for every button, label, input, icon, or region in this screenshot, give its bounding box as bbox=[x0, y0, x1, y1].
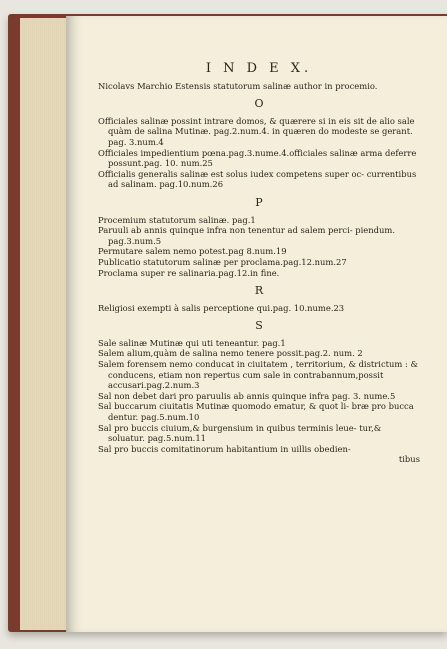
index-entry: Proclama super re salinaria.pag.12.in fine. bbox=[98, 267, 280, 278]
section-letter: P bbox=[255, 195, 263, 209]
section-letter: R bbox=[254, 284, 264, 298]
index-entry: Sal buccarum ciuitatis Mutinæ quomodo ematur, & quot li- bræ pro bucca dentur. pag.5.num.10 bbox=[98, 401, 414, 423]
index-entry: Sale salinæ Mutinæ qui uti teneantur. pag.1 bbox=[98, 337, 286, 348]
section-p bbox=[98, 195, 420, 278]
index-entry: Sal non debet dari pro paruulis ab annis quinque infra pag. 3. nume.5 bbox=[98, 390, 396, 401]
index-entry: Sal pro buccis ciuium,& burgensium in quibus terminis leue- tur,& soluatur. pag.5.num.11 bbox=[98, 422, 382, 444]
section-letter: S bbox=[255, 319, 263, 333]
index-content bbox=[98, 18, 420, 465]
index-entry: Salem forensem nemo conducat in ciuitatem , territorium, & districtum : & conducens, etiam non repertus cum sale in contrabannum,possit accusari.pag.2.num.3 bbox=[98, 359, 418, 391]
index-entry: Procemium statutorum salinæ. pag.1 bbox=[98, 214, 256, 225]
section-r bbox=[98, 286, 420, 313]
index-entry: Officiales impedientium pœna.pag.3.nume.4.officiales salinæ arma deferre possunt.pag. 10. num.25 bbox=[98, 147, 417, 169]
index-entry: Publicatio statutorum salinæ per proclama.pag.12.num.27 bbox=[98, 256, 347, 267]
index-entry: Permutare salem nemo potest.pag 8.num.19 bbox=[98, 246, 287, 257]
section-n bbox=[98, 81, 420, 92]
page-edges bbox=[20, 18, 71, 630]
index-entry: Officialis generalis salinæ est solus iudex competens super oc- currentibus ad salinam. pag.10.num.26 bbox=[98, 168, 417, 190]
index-entry: Sal pro buccis comitatinorum habitantium in uillis obedien- bbox=[98, 443, 351, 454]
index-entry: Officiales salinæ possint intrare domos, & quærere si in eis sit de alio sale quàm de salina Mutinæ. pag.2.num.4. in quæren do modeste se gerant. pag. 3.num.4 bbox=[98, 115, 415, 147]
index-entry: Paruuli ab annis quinque infra non tenentur ad salem perci- piendum. pag.3.num.5 bbox=[98, 225, 395, 246]
index-entry: Salem alium,quàm de salina nemo tenere possit.pag.2. num. 2 bbox=[98, 348, 363, 359]
index-heading: I N D E X. bbox=[205, 61, 313, 76]
section-o bbox=[98, 99, 420, 190]
index-entry: Nicolavs Marchio Estensis statutorum salinæ author in procemio. bbox=[98, 80, 378, 91]
index-entry-continuation: tibus bbox=[398, 454, 420, 465]
section-s bbox=[98, 321, 420, 465]
section-letter: O bbox=[254, 97, 264, 111]
index-entry: Religiosi exempti à salis perceptione qui.pag. 10.nume.23 bbox=[98, 302, 345, 313]
